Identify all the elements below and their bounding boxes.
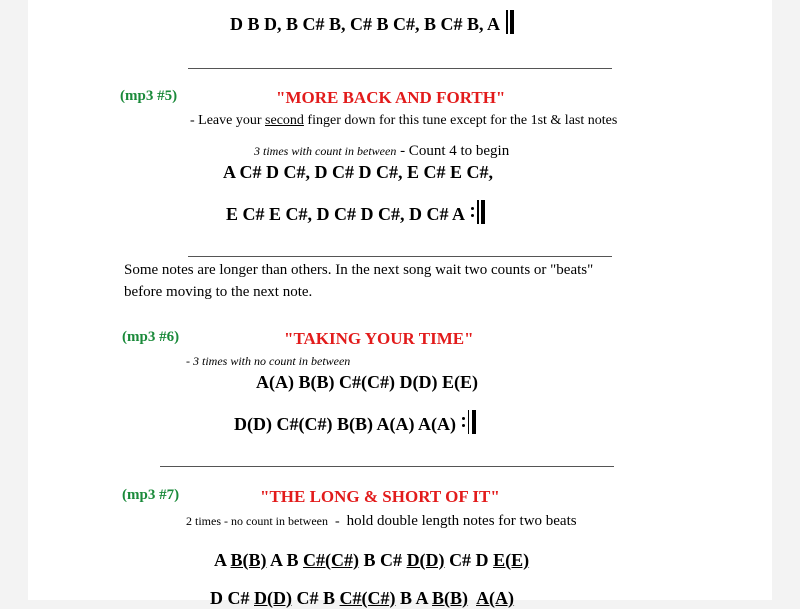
mp3-label-6: (mp3 #6) (122, 329, 180, 345)
divider (160, 466, 614, 467)
note-group: A B (266, 550, 304, 570)
note-group (468, 588, 476, 608)
instruction-small: 2 times - no count in between (186, 514, 328, 528)
notes-line-top (230, 10, 514, 35)
repeat-sign-icon (506, 10, 514, 34)
held-note: D(D) (406, 550, 445, 570)
instruction-text: hold double length notes for two beats (346, 513, 577, 529)
held-note: C#(C#) (303, 550, 360, 570)
divider (188, 68, 612, 69)
song-title-6: "TAKING YOUR TIME" (284, 329, 474, 348)
instruction-dash: - (327, 514, 347, 529)
notes-text: D B D, B C# B, C# B C#, B C# B, A (230, 14, 501, 34)
held-note: B(B) (432, 588, 469, 608)
notes-line-5a: A C# D C#, D C# D C#, E C# E C#, (223, 162, 494, 182)
instruction-7 (186, 512, 577, 530)
notes-line-5b (226, 200, 487, 225)
held-note: B(B) (230, 550, 267, 570)
count-italic: 3 times with count in between (254, 144, 397, 158)
explanation-paragraph: Some notes are longer than others. In the next song wait two counts or "beats" before moving to the next note. (124, 262, 594, 300)
song-title-7: "THE LONG & SHORT OF IT" (260, 487, 500, 506)
held-note: C#(C#) (339, 588, 396, 608)
note-group: B A (395, 588, 433, 608)
note-group: A (214, 550, 231, 570)
notes-text: D(D) C#(C#) B(B) A(A) A(A) (234, 414, 456, 434)
sheet-page (28, 0, 772, 608)
note-group: C# D (444, 550, 494, 570)
song-title-5: "MORE BACK AND FORTH" (276, 88, 506, 107)
held-note: E(E) (493, 550, 530, 570)
notes-line-7b (210, 588, 514, 609)
instruction-6: - 3 times with no count in between (186, 354, 351, 368)
repeat-sign-icon (462, 410, 478, 434)
note-group: D C# (210, 588, 254, 608)
held-note: A(A) (476, 588, 515, 608)
divider (188, 256, 612, 257)
mp3-label-5: (mp3 #5) (120, 88, 178, 104)
instruction-text: - Leave your (190, 113, 266, 128)
mp3-label-7: (mp3 #7) (122, 487, 180, 503)
instruction-emphasis: second (265, 113, 304, 128)
notes-line-6b (234, 410, 478, 435)
instruction-5 (190, 113, 617, 129)
note-group: B C# (359, 550, 407, 570)
notes-line-6a: A(A) B(B) C#(C#) D(D) E(E) (256, 372, 478, 392)
note-group: C# B (292, 588, 340, 608)
repeat-sign-icon (471, 200, 487, 224)
count-text: - Count 4 to begin (396, 143, 510, 159)
notes-text: E C# E C#, D C# D C#, D C# A (226, 204, 466, 224)
notes-line-7a (214, 550, 529, 571)
held-note: D(D) (254, 588, 292, 608)
count-instruction-5 (254, 142, 509, 160)
instruction-text: finger down for this tune except for the 1st & last notes (303, 113, 618, 128)
